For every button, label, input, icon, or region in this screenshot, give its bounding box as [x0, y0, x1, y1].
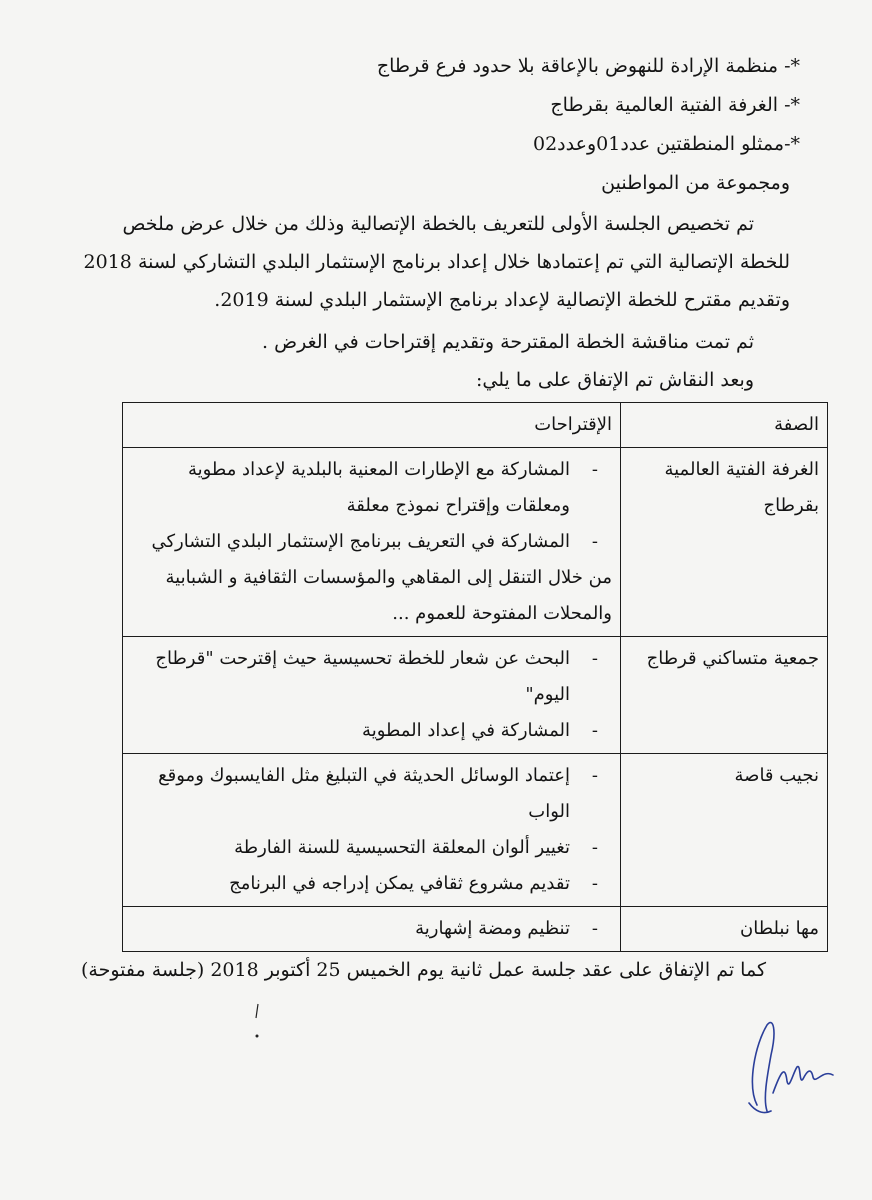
list-item: - المشاركة مع الإطارات المعنية بالبلدية لإعداد مطوية ومعلقات وإقتراح نموذج معلقة [131, 452, 598, 524]
table-row [123, 448, 828, 637]
list-item: - تنظيم ومضة إشهارية [131, 911, 598, 947]
discussion-line: ثم تمت مناقشة الخطة المقترحة وتقديم إقتراحات في الغرض . [262, 331, 754, 353]
table-header-row [123, 403, 828, 448]
handwritten-signature [737, 1015, 837, 1125]
list-item: - إعتماد الوسائل الحديثة في التبليغ مثل الفايسبوك وموقع الواب [131, 758, 598, 830]
list-item: - المشاركة في إعداد المطوية [131, 713, 598, 749]
paragraph-line: وتقديم مقترح للخطة الإتصالية لإعداد برنامج الإستثمار البلدي لسنة 2019. [214, 289, 790, 311]
role-cell: مها نبلطان [621, 907, 828, 952]
pen-mark [250, 1002, 266, 1042]
role-line: بقرطاج [763, 495, 819, 516]
table-row [123, 907, 828, 952]
role-cell: جمعية متساكني قرطاج [621, 637, 828, 754]
header-role: الصفة [621, 403, 828, 448]
proposals-cell [123, 637, 621, 754]
attendee-line-2: *- الغرفة الفتية العالمية بقرطاج [550, 94, 800, 116]
proposals-cell [123, 907, 621, 952]
table-row [123, 754, 828, 907]
closing-line: كما تم الإتفاق على عقد جلسة عمل ثانية يوم الخميس 25 أكتوبر 2018 (جلسة مفتوحة) [80, 959, 766, 981]
proposals-cell: - المشاركة مع الإطارات المعنية بالبلدية لإعداد مطوية ومعلقات وإقتراح نموذج معلقة - المشاركة في التعريف ببرنامج الإستثمار البلدي التشاركي من خلال التنقل إلى المقاهي والمؤسسات الثقافية و الشبابية والمحلات المفتوحة للعموم ... [123, 448, 621, 637]
proposals-table [122, 402, 828, 952]
attendee-line-3: *-ممثلو المنطقتين عدد01وعدد02 [532, 133, 800, 155]
list-item: - البحث عن شعار للخطة تحسيسية حيث إقترحت "قرطاج اليوم" [131, 641, 598, 713]
proposals-cell [123, 754, 621, 907]
session-paragraph [83, 205, 790, 319]
paragraph-line: للخطة الإتصالية التي تم إعتمادها خلال إعداد برنامج الإستثمار البلدي التشاركي لسنة 2018 [83, 251, 790, 273]
header-proposals: الإقتراحات [123, 403, 621, 448]
role-cell: نجيب قاصة [621, 754, 828, 907]
list-item: - تغيير ألوان المعلقة التحسيسية للسنة الفارطة [131, 830, 598, 866]
list-item: - تقديم مشروع ثقافي يمكن إدراجه في البرنامج [131, 866, 598, 902]
attendee-line-1: *- منظمة الإرادة للنهوض بالإعاقة بلا حدود فرع قرطاج [376, 55, 800, 77]
attendee-line-4: ومجموعة من المواطنين [601, 172, 790, 194]
table-row [123, 637, 828, 754]
list-item: - المشاركة في التعريف ببرنامج الإستثمار البلدي التشاركي [131, 524, 598, 560]
role-line: الغرفة الفتية العالمية [664, 459, 819, 480]
agreement-intro: وبعد النقاش تم الإتفاق على ما يلي: [476, 369, 754, 391]
paragraph-line: تم تخصيص الجلسة الأولى للتعريف بالخطة الإتصالية وذلك من خلال عرض ملخص [122, 213, 754, 235]
role-cell [621, 448, 828, 637]
